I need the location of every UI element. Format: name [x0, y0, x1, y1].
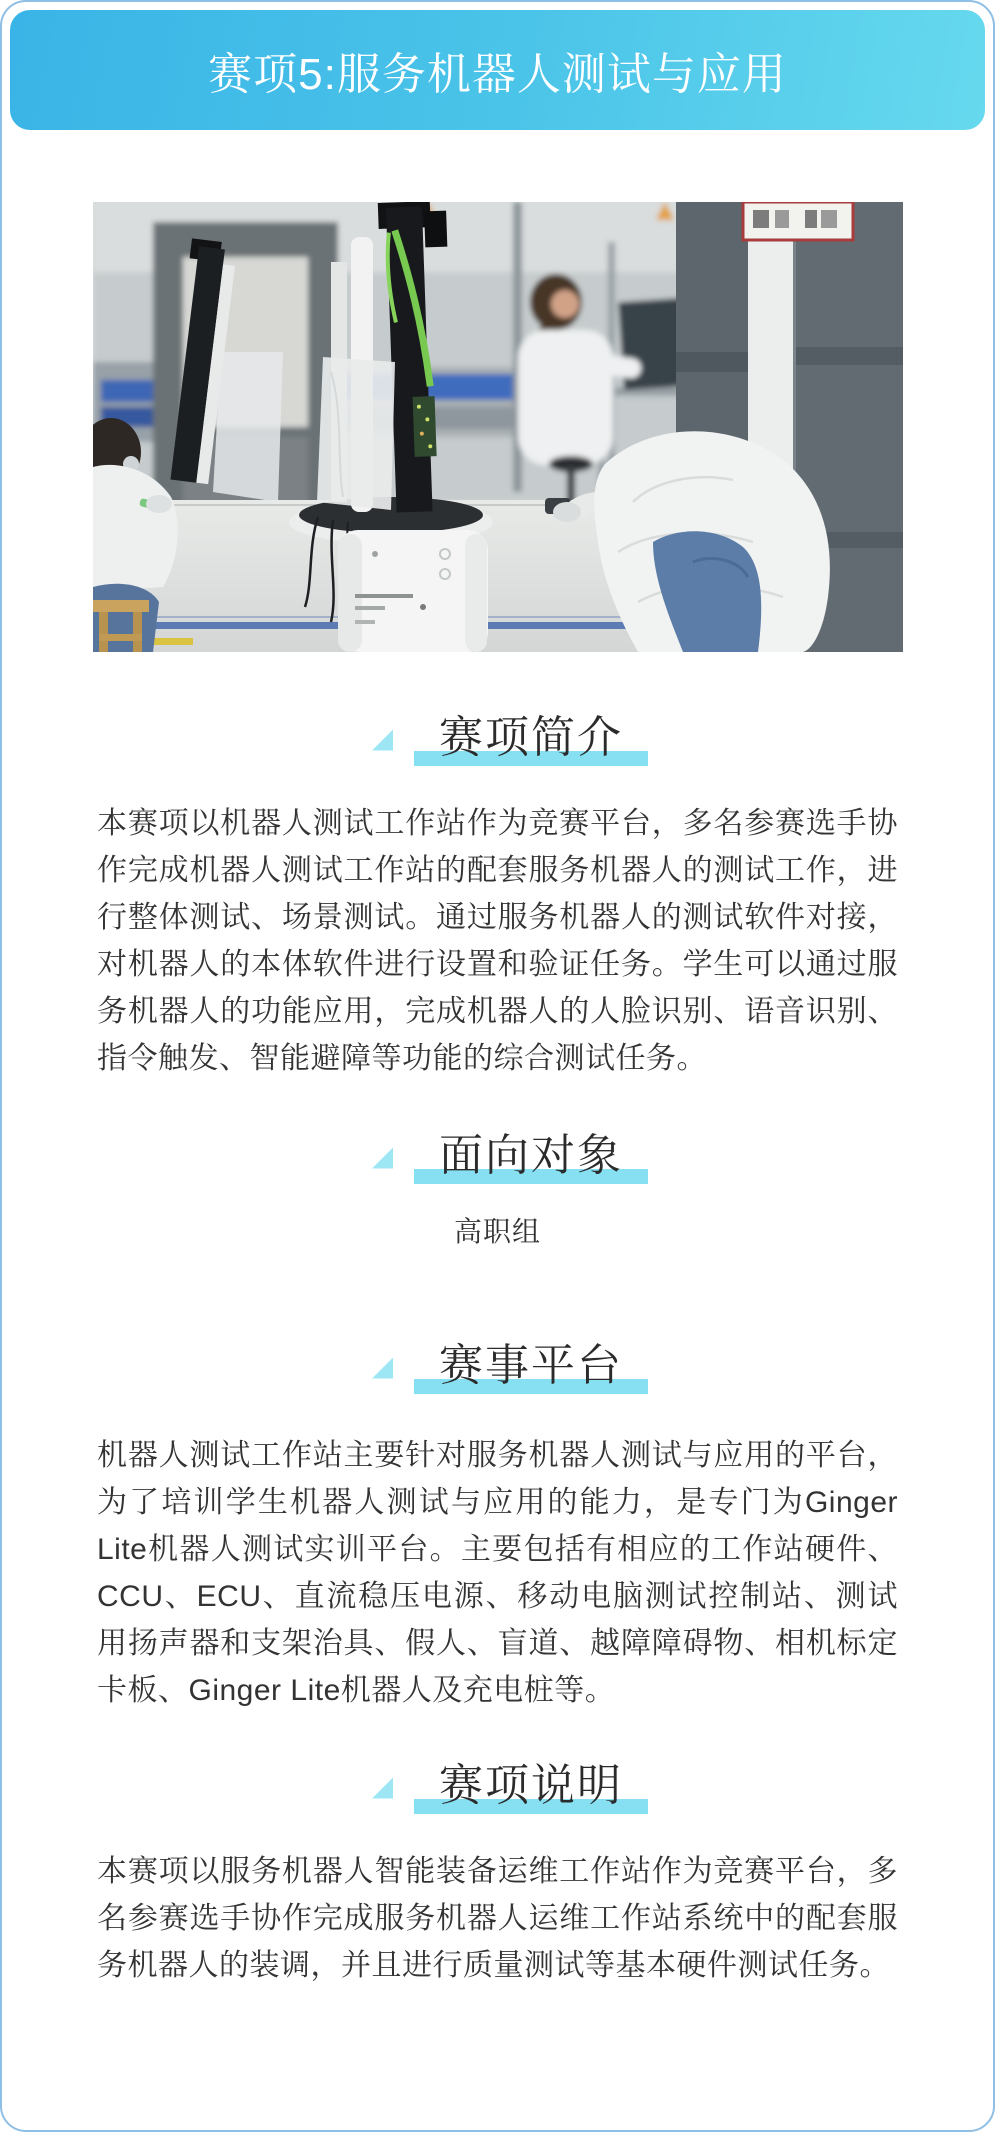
- section-audience-heading: 面向对象: [439, 1130, 623, 1182]
- section-platform-heading: 赛事平台: [439, 1340, 623, 1392]
- section-platform-heading-row: [2, 1340, 993, 1392]
- section-platform: [2, 1340, 993, 1714]
- wall-sign: [743, 202, 853, 240]
- section-intro-heading: 赛项简介: [439, 712, 623, 764]
- robot-base-cylinder: [338, 530, 488, 652]
- triangle-accent-icon: [372, 1778, 393, 1799]
- section-platform-body: 机器人测试工作站主要针对服务机器人测试与应用的平台，为了培训学生机器人测试与应用的能力，是专门为Ginger Lite机器人测试实训平台。主要包括有相应的工作站硬件、CCU、ECU、直流稳压电源、移动电脑测试控制站、测试用扬声器和支架治具、假人、盲道、越障障碍物、相机标定卡板、Ginger Lite机器人及充电桩等。: [97, 1439, 898, 1707]
- section-description: [2, 1760, 993, 1989]
- section-audience-heading-row: [2, 1130, 993, 1182]
- section-audience: [2, 1130, 993, 1252]
- triangle-accent-icon: [372, 1358, 393, 1379]
- section-audience-body: 高职组: [453, 1216, 541, 1247]
- triangle-accent-icon: [372, 730, 393, 751]
- section-description-heading: 赛项说明: [439, 1760, 623, 1812]
- section-intro: [2, 712, 993, 1082]
- section-intro-heading-row: [2, 712, 993, 764]
- page-banner: [10, 10, 985, 130]
- section-intro-body: 本赛项以机器人测试工作站作为竞赛平台，多名参赛选手协作完成机器人测试工作站的配套服务机器人的测试工作，进行整体测试、场景测试。通过服务机器人的测试软件对接，对机器人的本体软件进行设置和验证任务。学生可以通过服务机器人的功能应用，完成机器人的人脸识别、语音识别、指令触发、智能避障等功能的综合测试任务。: [97, 807, 898, 1075]
- robot-testing-facility-photo: [93, 202, 903, 652]
- page-title: 赛项5:服务机器人测试与应用: [208, 50, 787, 99]
- facility-scene-illustration: [93, 202, 903, 652]
- section-description-body: 本赛项以服务机器人智能装备运维工作站作为竞赛平台，多名参赛选手协作完成服务机器人运维工作站系统中的配套服务机器人的装调，并且进行质量测试等基本硬件测试任务。: [97, 1855, 898, 1982]
- triangle-accent-icon: [372, 1148, 393, 1169]
- section-description-heading-row: [2, 1760, 993, 1812]
